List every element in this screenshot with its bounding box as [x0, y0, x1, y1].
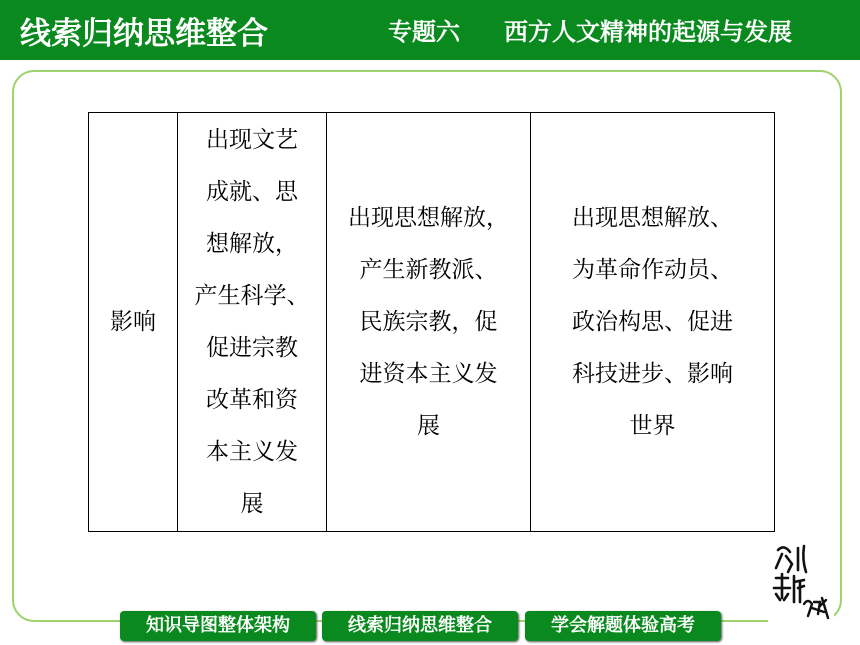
topic-subtitle: 西方人文精神的起源与发展	[504, 18, 792, 46]
nav-button-knowledge-map[interactable]: 知识导图整体架构	[120, 611, 316, 641]
header-bar	[0, 0, 860, 60]
row-label: 影响	[110, 309, 156, 335]
cell-text-3: 出现思想解放、 为革命作动员、 政治构思、促进 科技进步、影响 世界	[572, 205, 733, 439]
cell-text-2: 出现思想解放， 产生新教派、 民族宗教，促 进资本主义发 展	[348, 205, 509, 439]
innovation-design-logo-icon	[768, 542, 834, 622]
page-title: 线索归纳思维整合	[20, 16, 268, 52]
table-row	[89, 113, 775, 532]
table-cell	[531, 113, 775, 532]
table-cell	[178, 113, 327, 532]
cell-text-1: 出现文艺 成就、思 想解放， 产生科学、 促进宗教 改革和资 本主义发 展	[194, 127, 310, 517]
nav-button-clue-summary[interactable]: 线索归纳思维整合	[322, 611, 518, 641]
row-label-cell	[89, 113, 178, 532]
content-table	[88, 112, 775, 532]
table-cell	[327, 113, 531, 532]
nav-button-exam-practice[interactable]: 学会解题体验高考	[525, 611, 721, 641]
topic-label: 专题六	[388, 18, 460, 46]
